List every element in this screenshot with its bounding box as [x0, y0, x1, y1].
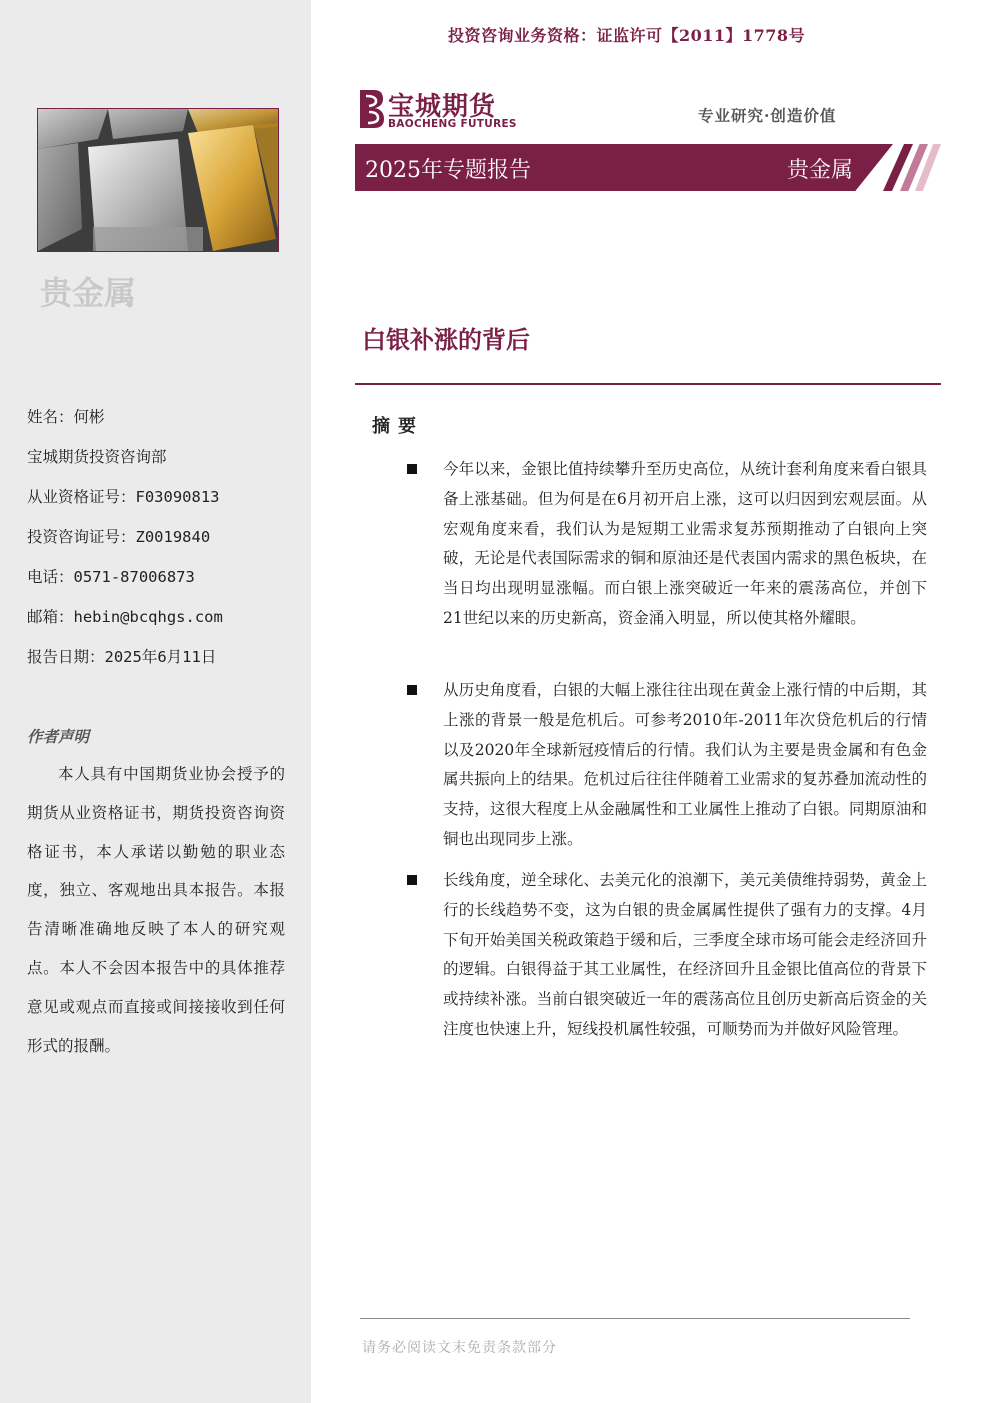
slogan: 专业研究·创造价值 — [698, 106, 837, 125]
author-name: 姓名：何彬 — [27, 408, 105, 426]
author-department: 宝城期货投资咨询部 — [27, 448, 167, 466]
author-email[interactable]: 邮箱：hebin@bcqhgs.com — [27, 608, 223, 626]
author-phone: 电话：0571-87006873 — [27, 568, 195, 586]
sidebar-section-title: 贵金属 — [40, 274, 137, 312]
report-banner — [355, 144, 940, 191]
abstract-label: 摘要 — [372, 416, 424, 437]
advisory-number: 投资咨询证号：Z0019840 — [27, 528, 211, 546]
abstract-bullet-text: 从历史角度看，白银的大幅上涨往往出现在黄金上涨行情的中后期，其上涨的背景一般是危机后。可参考2010年-2011年次贷危机后的行情以及2020年全球新冠疫情后的行情。我们认为主要是贵金属和有色金属共振向上的结果。危机过后往往伴随着工业需求的复苏叠加流动性的支持，这很大程度上从金融属性和工业属性上推动了白银。同期原油和铜也出现同步上涨。 — [443, 681, 927, 848]
report-date: 报告日期：2025年6月11日 — [27, 648, 217, 666]
logo-english-name: BAOCHENG FUTURES — [388, 118, 517, 130]
banner-category: 贵金属 — [787, 158, 854, 183]
qualification-number: 从业资格证号：F03090813 — [27, 488, 220, 506]
logo-chinese-name: 宝城期货 — [388, 92, 497, 122]
logo-mark-icon — [356, 88, 386, 130]
company-logo — [356, 86, 536, 132]
square-bullet-icon — [407, 464, 417, 474]
license-text: 投资咨询业务资格：证监许可【2011】1778号 — [448, 26, 806, 45]
abstract-bullet-text: 今年以来，金银比值持续攀升至历史高位，从统计套利角度来看白银具备上涨基础。但为何是在6月初开启上涨，这可以归因到宏观层面。从宏观角度来看，我们认为是短期工业需求复苏预期推动了白银向上突破，无论是代表国际需求的铜和原油还是代表国内需求的黑色板块，在当日均出现明显涨幅。而白银上涨突破近一年来的震荡高位，并创下21世纪以来的历史新高，资金涌入明显，所以使其格外耀眼。 — [443, 460, 927, 627]
gold-silver-bars-image — [37, 108, 279, 252]
square-bullet-icon — [407, 685, 417, 695]
title-divider — [355, 383, 941, 385]
declaration-title: 作者声明 — [27, 727, 90, 746]
sidebar — [0, 0, 311, 1403]
declaration-body: 本人具有中国期货业协会授予的期货从业资格证书，期货投资咨询资格证书，本人承诺以勤勉的职业态度，独立、客观地出具本报告。本报告清晰准确地反映了本人的研究观点。本人不会因本报告中的具体推荐意见或观点而直接或间接接收到任何形式的报酬。 — [27, 765, 285, 1055]
footer-divider — [360, 1318, 910, 1319]
footer-disclaimer-note: 请务必阅读文末免责条款部分 — [362, 1340, 557, 1356]
banner-report-type: 2025年专题报告 — [365, 158, 531, 183]
square-bullet-icon — [407, 875, 417, 885]
abstract-bullet-text: 长线角度，逆全球化、去美元化的浪潮下，美元美债维持弱势，黄金上行的长线趋势不变，这为白银的贵金属属性提供了强有力的支撑。4月下旬开始美国关税政策趋于缓和后，三季度全球市场可能会走经济回升的逻辑。白银得益于其工业属性，在经济回升且金银比值高位的背景下或持续补涨。当前白银突破近一年的震荡高位且创历史新高后资金的关注度也快速上升，短线投机属性较强，可顺势而为并做好风险管理。 — [443, 871, 927, 1038]
report-title: 白银补涨的背后 — [362, 326, 530, 354]
